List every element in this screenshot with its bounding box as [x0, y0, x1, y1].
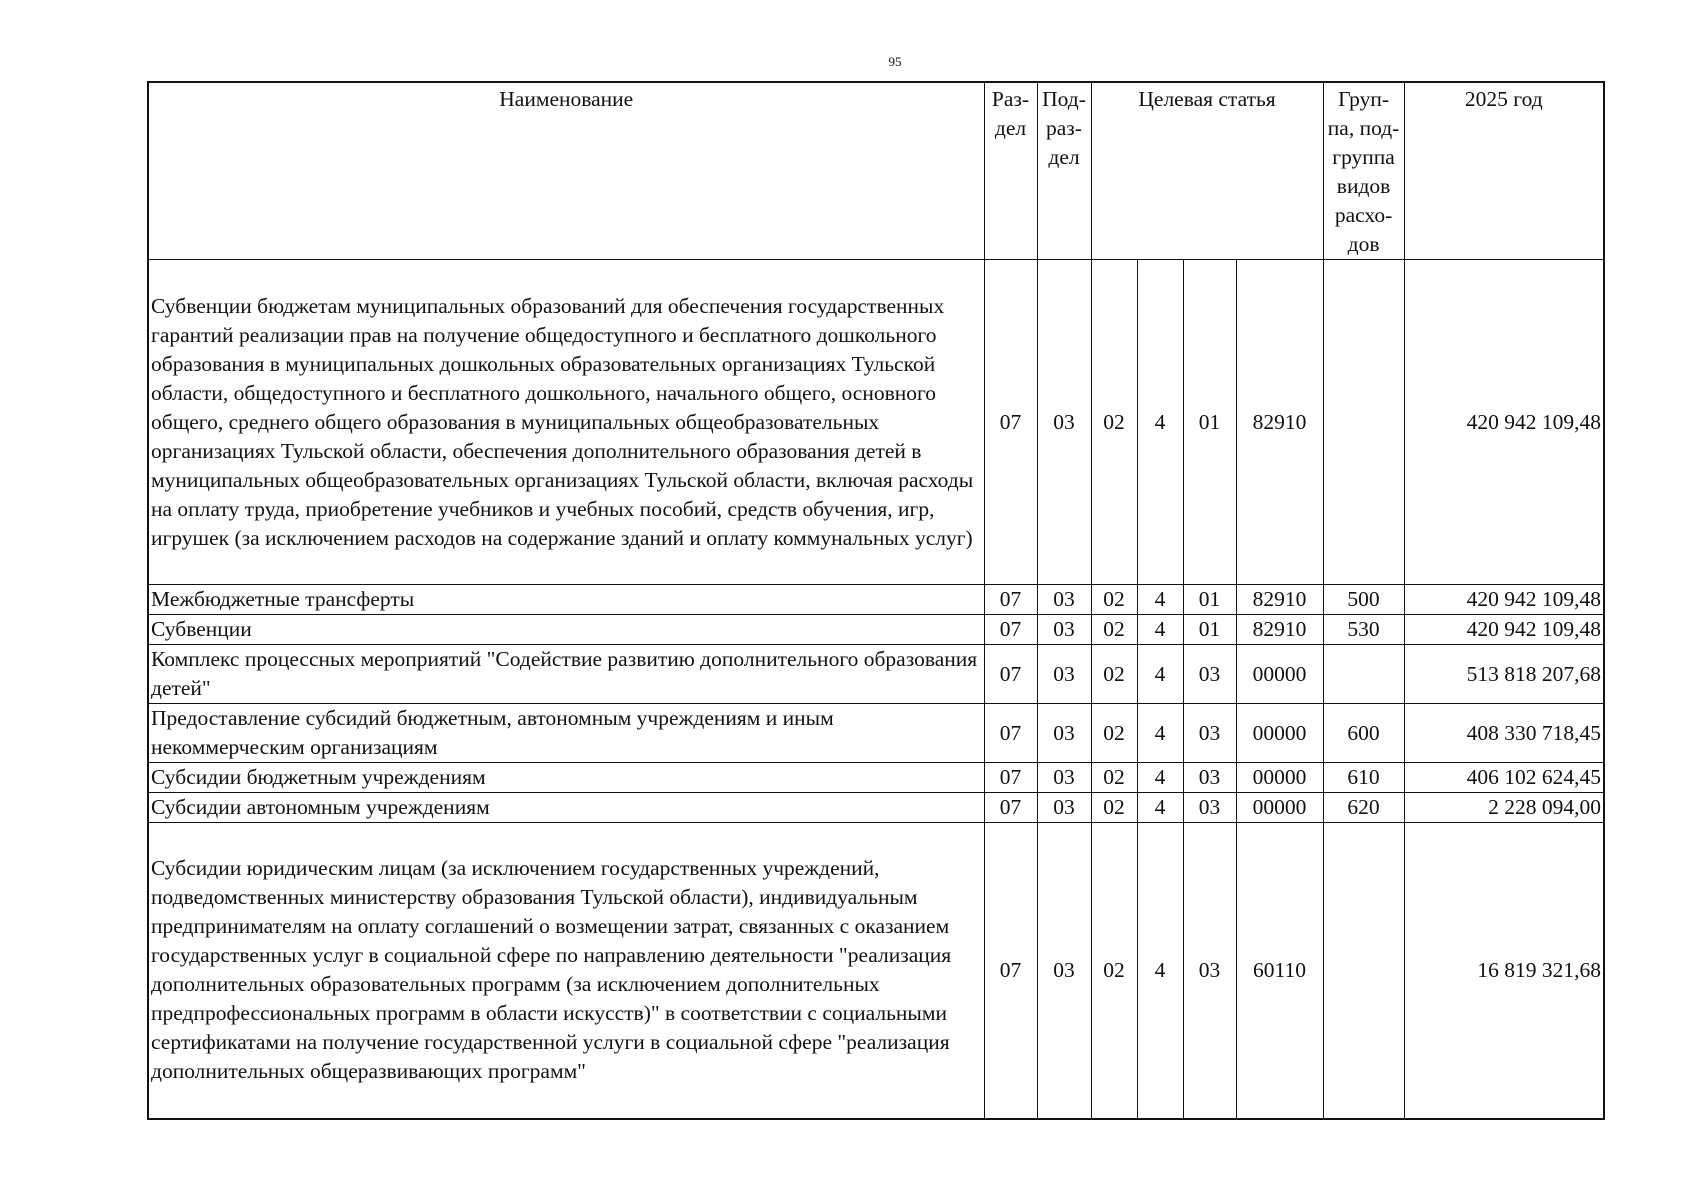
row-program: 02 — [1091, 260, 1137, 585]
row-structure: 03 — [1183, 793, 1236, 823]
row-structure: 03 — [1183, 645, 1236, 704]
row-amount: 406 102 624,45 — [1404, 763, 1604, 793]
row-expense-type — [1323, 260, 1404, 585]
row-type: 4 — [1137, 704, 1183, 763]
page-number: 95 — [888, 54, 902, 69]
row-direction: 00000 — [1236, 645, 1323, 704]
row-direction: 00000 — [1236, 704, 1323, 763]
table-row — [148, 615, 1604, 645]
row-name: Предоставление субсидий бюджетным, автономным учреждениям и иным некоммерческим организациям — [148, 704, 984, 763]
row-expense-type: 610 — [1323, 763, 1404, 793]
row-type: 4 — [1137, 585, 1183, 615]
row-subsection: 03 — [1037, 615, 1091, 645]
row-amount: 420 942 109,48 — [1404, 585, 1604, 615]
row-program: 02 — [1091, 823, 1137, 1119]
header-section: Раз- дел — [984, 82, 1037, 260]
table-row — [148, 645, 1604, 704]
row-direction: 82910 — [1236, 260, 1323, 585]
row-section: 07 — [984, 793, 1037, 823]
row-section: 07 — [984, 260, 1037, 585]
row-type: 4 — [1137, 823, 1183, 1119]
table-header — [148, 82, 1604, 260]
row-amount: 513 818 207,68 — [1404, 645, 1604, 704]
row-direction: 00000 — [1236, 793, 1323, 823]
row-type: 4 — [1137, 260, 1183, 585]
row-expense-type — [1323, 645, 1404, 704]
row-section: 07 — [984, 645, 1037, 704]
row-type: 4 — [1137, 615, 1183, 645]
row-program: 02 — [1091, 645, 1137, 704]
row-expense-type: 500 — [1323, 585, 1404, 615]
row-name: Субвенции — [148, 615, 984, 645]
row-type: 4 — [1137, 763, 1183, 793]
row-direction: 82910 — [1236, 585, 1323, 615]
row-subsection: 03 — [1037, 763, 1091, 793]
row-amount: 420 942 109,48 — [1404, 260, 1604, 585]
row-structure: 01 — [1183, 260, 1236, 585]
row-name: Субвенции бюджетам муниципальных образований для обеспечения государственных гарантий реализации прав на получение общедоступного и бесплатного дошкольного образования в муниципальных дошкольных образовательных организациях Тульской области, общедоступного и бесплатного дошкольного, начального общего, основного общего, среднего общего образования в муниципальных общеобразовательных организациях Тульской области, обеспечения дополнительного образования детей в муниципальных общеобразовательных организациях Тульской области, включая расходы на оплату труда, приобретение учебников и учебных пособий, средств обучения, игр, игрушек (за исключением расходов на содержание зданий и оплату коммунальных услуг) — [148, 260, 984, 585]
table-row — [148, 704, 1604, 763]
row-amount: 408 330 718,45 — [1404, 704, 1604, 763]
row-program: 02 — [1091, 585, 1137, 615]
row-program: 02 — [1091, 615, 1137, 645]
row-subsection: 03 — [1037, 823, 1091, 1119]
table-row — [148, 793, 1604, 823]
row-amount: 2 228 094,00 — [1404, 793, 1604, 823]
row-structure: 03 — [1183, 704, 1236, 763]
row-subsection: 03 — [1037, 585, 1091, 615]
row-type: 4 — [1137, 645, 1183, 704]
row-expense-type: 530 — [1323, 615, 1404, 645]
row-expense-type: 620 — [1323, 793, 1404, 823]
row-section: 07 — [984, 823, 1037, 1119]
row-expense-type — [1323, 823, 1404, 1119]
row-direction: 82910 — [1236, 615, 1323, 645]
row-program: 02 — [1091, 793, 1137, 823]
row-structure: 01 — [1183, 585, 1236, 615]
header-subsection: Под- раз- дел — [1037, 82, 1091, 260]
row-direction: 60110 — [1236, 823, 1323, 1119]
table-row — [148, 585, 1604, 615]
table-row — [148, 260, 1604, 585]
row-section: 07 — [984, 585, 1037, 615]
row-program: 02 — [1091, 763, 1137, 793]
row-structure: 03 — [1183, 823, 1236, 1119]
row-structure: 03 — [1183, 763, 1236, 793]
row-name: Субсидии бюджетным учреждениям — [148, 763, 984, 793]
row-subsection: 03 — [1037, 793, 1091, 823]
row-name: Межбюджетные трансферты — [148, 585, 984, 615]
row-name: Субсидии юридическим лицам (за исключением государственных учреждений, подведомственных министерству образования Тульской области), индивидуальным предпринимателям на оплату соглашений о возмещении затрат, связанных с оказанием государственных услуг в социальной сфере по направлению деятельности "реализация дополнительных образовательных программ (за исключением дополнительных предпрофессиональных программ в области искусств)" в соответствии с социальными сертификатами на получение государственной услуги в социальной сфере "реализация дополнительных общеразвивающих программ" — [148, 823, 984, 1119]
table-row — [148, 823, 1604, 1119]
row-name: Субсидии автономным учреждениям — [148, 793, 984, 823]
header-expense-group: Груп- па, под- группа видов расхо- дов — [1323, 82, 1404, 260]
header-target-article: Целевая статья — [1091, 82, 1323, 260]
row-amount: 16 819 321,68 — [1404, 823, 1604, 1119]
row-program: 02 — [1091, 704, 1137, 763]
row-section: 07 — [984, 615, 1037, 645]
header-year: 2025 год — [1404, 82, 1604, 260]
row-structure: 01 — [1183, 615, 1236, 645]
row-section: 07 — [984, 704, 1037, 763]
row-subsection: 03 — [1037, 704, 1091, 763]
row-direction: 00000 — [1236, 763, 1323, 793]
row-subsection: 03 — [1037, 260, 1091, 585]
row-type: 4 — [1137, 793, 1183, 823]
row-section: 07 — [984, 763, 1037, 793]
row-expense-type: 600 — [1323, 704, 1404, 763]
row-subsection: 03 — [1037, 645, 1091, 704]
row-name: Комплекс процессных мероприятий "Содействие развитию дополнительного образования детей" — [148, 645, 984, 704]
header-name: Наименование — [148, 82, 984, 260]
row-amount: 420 942 109,48 — [1404, 615, 1604, 645]
table-row — [148, 763, 1604, 793]
budget-table — [147, 81, 1605, 1120]
